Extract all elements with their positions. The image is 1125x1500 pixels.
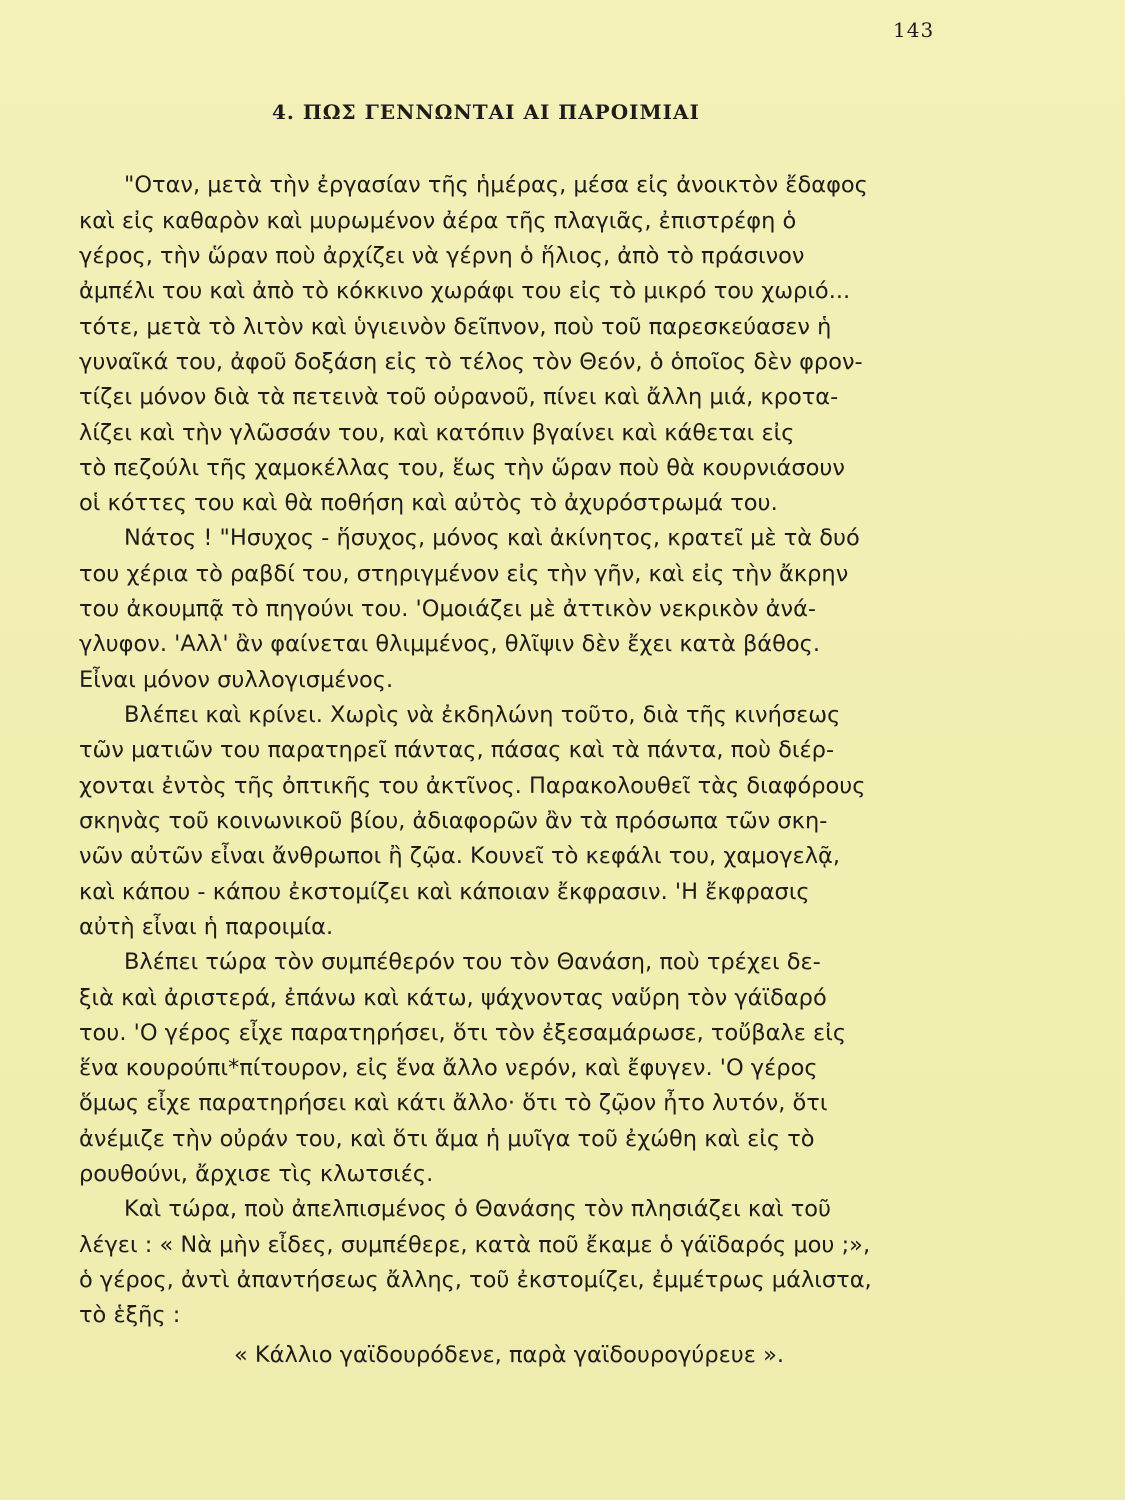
text-line: οἱ κόττες του καὶ θὰ ποθήση καὶ αὐτὸς τὸ ἀχυρόστρωμά του. (79, 490, 778, 516)
text-line: ὁ γέρος, ἀντὶ ἀπαντήσεως ἄλλης, τοῦ ἐκστομίζει, ἐμμέτρως μάλιστα, (79, 1267, 872, 1293)
text-line: γυναῖκά του, ἀφοῦ δοξάση εἰς τὸ τέλος τὸν Θεόν, ὁ ὁποῖος δὲν φρον- (79, 349, 863, 375)
text-line: καὶ κάπου - κάπου ἐκστομίζει καὶ κάποιαν ἔκφρασιν. 'Η ἔκφρασις (79, 879, 810, 905)
page-number: 143 (893, 18, 935, 42)
text-line: « Κάλλιο γαϊδουρόδενε, παρὰ γαϊδουρογύρευε ». (234, 1342, 785, 1368)
text-line: σκηνὰς τοῦ κοινωνικοῦ βίου, ἀδιαφορῶν ἂν τὰ πρόσωπα τῶν σκη- (79, 808, 828, 834)
text-line: γλυφον. 'Αλλ' ἂν φαίνεται θλιμμένος, θλῖψιν δὲν ἔχει κατὰ βάθος. (79, 631, 821, 657)
text-line: αὐτὴ εἶναι ἡ παροιμία. (79, 914, 334, 940)
text-line: λέγει : « Νὰ μὴν εἶδες, συμπέθερε, κατὰ ποῦ ἔκαμε ὁ γάϊδαρός μου ;», (79, 1232, 871, 1258)
text-line: τὸ ἑξῆς : (79, 1302, 181, 1328)
text-line: ρουθούνι, ἄρχισε τὶς κλωτσιές. (79, 1161, 434, 1187)
text-line: του ἀκουμπᾷ τὸ πηγούνι του. 'Ομοιάζει μὲ ἀττικὸν νεκρικὸν ἀνά- (79, 596, 817, 622)
text-line: καὶ εἰς καθαρὸν καὶ μυρωμένον ἀέρα τῆς πλαγιᾶς, ἐπιστρέφη ὁ (79, 208, 797, 234)
text-line: ἀνέμιζε τὴν οὐράν του, καὶ ὅτι ἅμα ἡ μυῖγα τοῦ ἐχώθη καὶ εἰς τὸ (79, 1126, 815, 1152)
text-line: τότε, μετὰ τὸ λιτὸν καὶ ὑγιεινὸν δεῖπνον, ποὺ τοῦ παρεσκεύασεν ἡ (79, 314, 832, 340)
text-line: νῶν αὐτῶν εἶναι ἄνθρωποι ἢ ζῷα. Κουνεῖ τὸ κεφάλι του, χαμογελᾷ, (79, 843, 841, 869)
text-line: ὅμως εἶχε παρατηρήσει καὶ κάτι ἄλλο· ὅτι τὸ ζῷον ἦτο λυτόν, ὅτι (79, 1090, 828, 1116)
text-line: Βλέπει τώρα τὸν συμπέθερόν του τὸν Θανάση, ποὺ τρέχει δε- (124, 949, 821, 975)
text-line: ἀμπέλι του καὶ ἀπὸ τὸ κόκκινο χωράφι του εἰς τὸ μικρό του χωριό... (79, 278, 851, 304)
text-line: ἕνα κουρούπι*πίτουρον, εἰς ἕνα ἄλλο νερόν, καὶ ἔφυγεν. 'Ο γέρος (79, 1055, 818, 1081)
text-line: του χέρια τὸ ραβδί του, στηριγμένον εἰς τὴν γῆν, καὶ εἰς τὴν ἄκρην (79, 561, 849, 587)
text-line: χονται ἐντὸς τῆς ὀπτικῆς του ἀκτῖνος. Παρακολουθεῖ τὰς διαφόρους (79, 773, 866, 799)
text-line: "Οταν, μετὰ τὴν ἐργασίαν τῆς ἡμέρας, μέσα εἰς ἀνοικτὸν ἔδαφος (124, 172, 868, 198)
text-line: γέρος, τὴν ὥραν ποὺ ἀρχίζει νὰ γέρνη ὁ ἥλιος, ἀπὸ τὸ πράσινον (79, 243, 805, 269)
chapter-title: 4. ΠΩΣ ΓΕΝΝΩΝΤΑΙ ΑΙ ΠΑΡΟΙΜΙΑΙ (272, 100, 700, 124)
text-line: του. 'Ο γέρος εἶχε παρατηρήσει, ὅτι τὸν ἐξεσαμάρωσε, τοὔβαλε εἰς (79, 1020, 847, 1046)
text-line: Βλέπει καὶ κρίνει. Χωρὶς νὰ ἐκδηλώνη τοῦτο, διὰ τῆς κινήσεως (124, 702, 841, 728)
text-line: Καὶ τώρα, ποὺ ἀπελπισμένος ὁ Θανάσης τὸν πλησιάζει καὶ τοῦ (124, 1196, 832, 1222)
text-line: Εἶναι μόνον συλλογισμένος. (79, 667, 394, 693)
text-line: Νάτος ! "Ησυχος - ἥσυχος, μόνος καὶ ἀκίνητος, κρατεῖ μὲ τὰ δυό (124, 525, 860, 551)
text-line: τῶν ματιῶν του παρατηρεῖ πάντας, πάσας καὶ τὰ πάντα, ποὺ διέρ- (79, 737, 835, 763)
text-line: λίζει καὶ τὴν γλῶσσάν του, καὶ κατόπιν βγαίνει καὶ κάθεται εἰς (79, 420, 795, 446)
text-line: τίζει μόνον διὰ τὰ πετεινὰ τοῦ οὐρανοῦ, πίνει καὶ ἄλλη μιά, κροτα- (79, 384, 839, 410)
text-line: ξιὰ καὶ ἀριστερά, ἐπάνω καὶ κάτω, ψάχνοντας ναὕρη τὸν γάϊδαρό (79, 985, 827, 1011)
text-line: τὸ πεζούλι τῆς χαμοκέλλας του, ἕως τὴν ὥραν ποὺ θὰ κουρνιάσουν (79, 455, 845, 481)
